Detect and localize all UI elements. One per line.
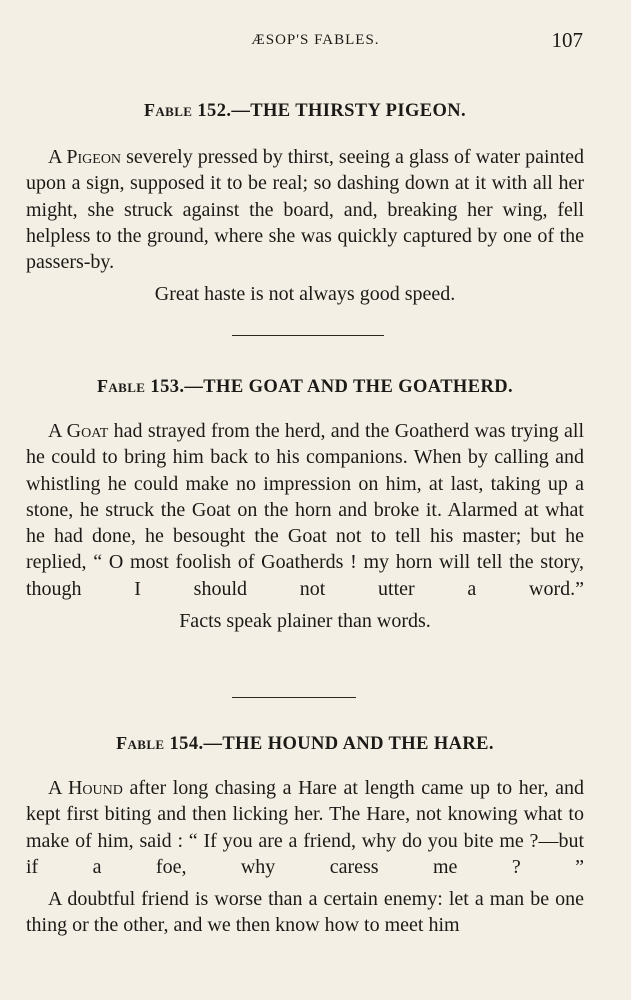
fable-number-title: 153.—THE GOAT AND THE GOATHERD. bbox=[150, 377, 514, 397]
fable-lead: A Hound bbox=[48, 777, 123, 799]
fable-label: Fable bbox=[143, 100, 193, 120]
running-title: ÆSOP'S FABLES. bbox=[251, 32, 380, 48]
fable-154 bbox=[26, 733, 584, 939]
fable-number-title: 154.—THE HOUND AND THE HARE. bbox=[169, 734, 494, 754]
fable-title bbox=[26, 376, 584, 398]
fable-body bbox=[26, 418, 584, 602]
fable-body-text: after long chasing a Hare at length came up to her, and kept first biting and then licking her. The Hare, not knowing what to make of him, said : “ If you are a friend, why do you bite me ?—but if a foe, why caress me ? ” bbox=[26, 777, 585, 878]
fable-label: Fable bbox=[96, 376, 146, 396]
fable-152 bbox=[26, 100, 584, 308]
fable-moral: Great haste is not always good speed. bbox=[154, 283, 456, 306]
fable-lead: A Goat bbox=[48, 420, 109, 442]
fable-body bbox=[26, 144, 584, 275]
fable-body bbox=[26, 775, 584, 880]
fable-body-text: had strayed from the herd, and the Goatherd was trying all he could to bring him back to his companions. When by calling and whistling he could make no impression on him, at last, taking up a stone, he struck the Goat on the horn and broke it. Alarmed at what he had done, he besought the Goat not to tell his master; but he replied, “ O most foolish of Goatherds ! my horn will tell the story, though I should not utter a word.” bbox=[26, 420, 584, 600]
fable-title bbox=[26, 733, 584, 755]
fable-153 bbox=[26, 376, 584, 634]
page-header bbox=[0, 26, 631, 56]
fable-moral: Facts speak plainer than words. bbox=[179, 610, 431, 633]
fable-number-title: 152.—THE THIRSTY PIGEON. bbox=[197, 101, 467, 121]
fable-label: Fable bbox=[116, 733, 165, 753]
fable-title bbox=[26, 100, 584, 122]
section-divider bbox=[232, 697, 356, 698]
page-number: 107 bbox=[551, 28, 583, 52]
section-divider bbox=[232, 335, 384, 336]
fable-moral: A doubtful friend is worse than a certain enemy: let a man be one thing or the other, and we then know how to meet him bbox=[26, 888, 584, 937]
fable-body-text: severely pressed by thirst, seeing a glass of water painted upon a sign, supposed it to be real; so dashing down at it with all her might, she struck against the board, and, breaking her wing, fell helpless to the ground, where she was quickly captured by one of the passers-by. bbox=[26, 146, 584, 274]
fable-lead: A Pigeon bbox=[48, 146, 122, 168]
